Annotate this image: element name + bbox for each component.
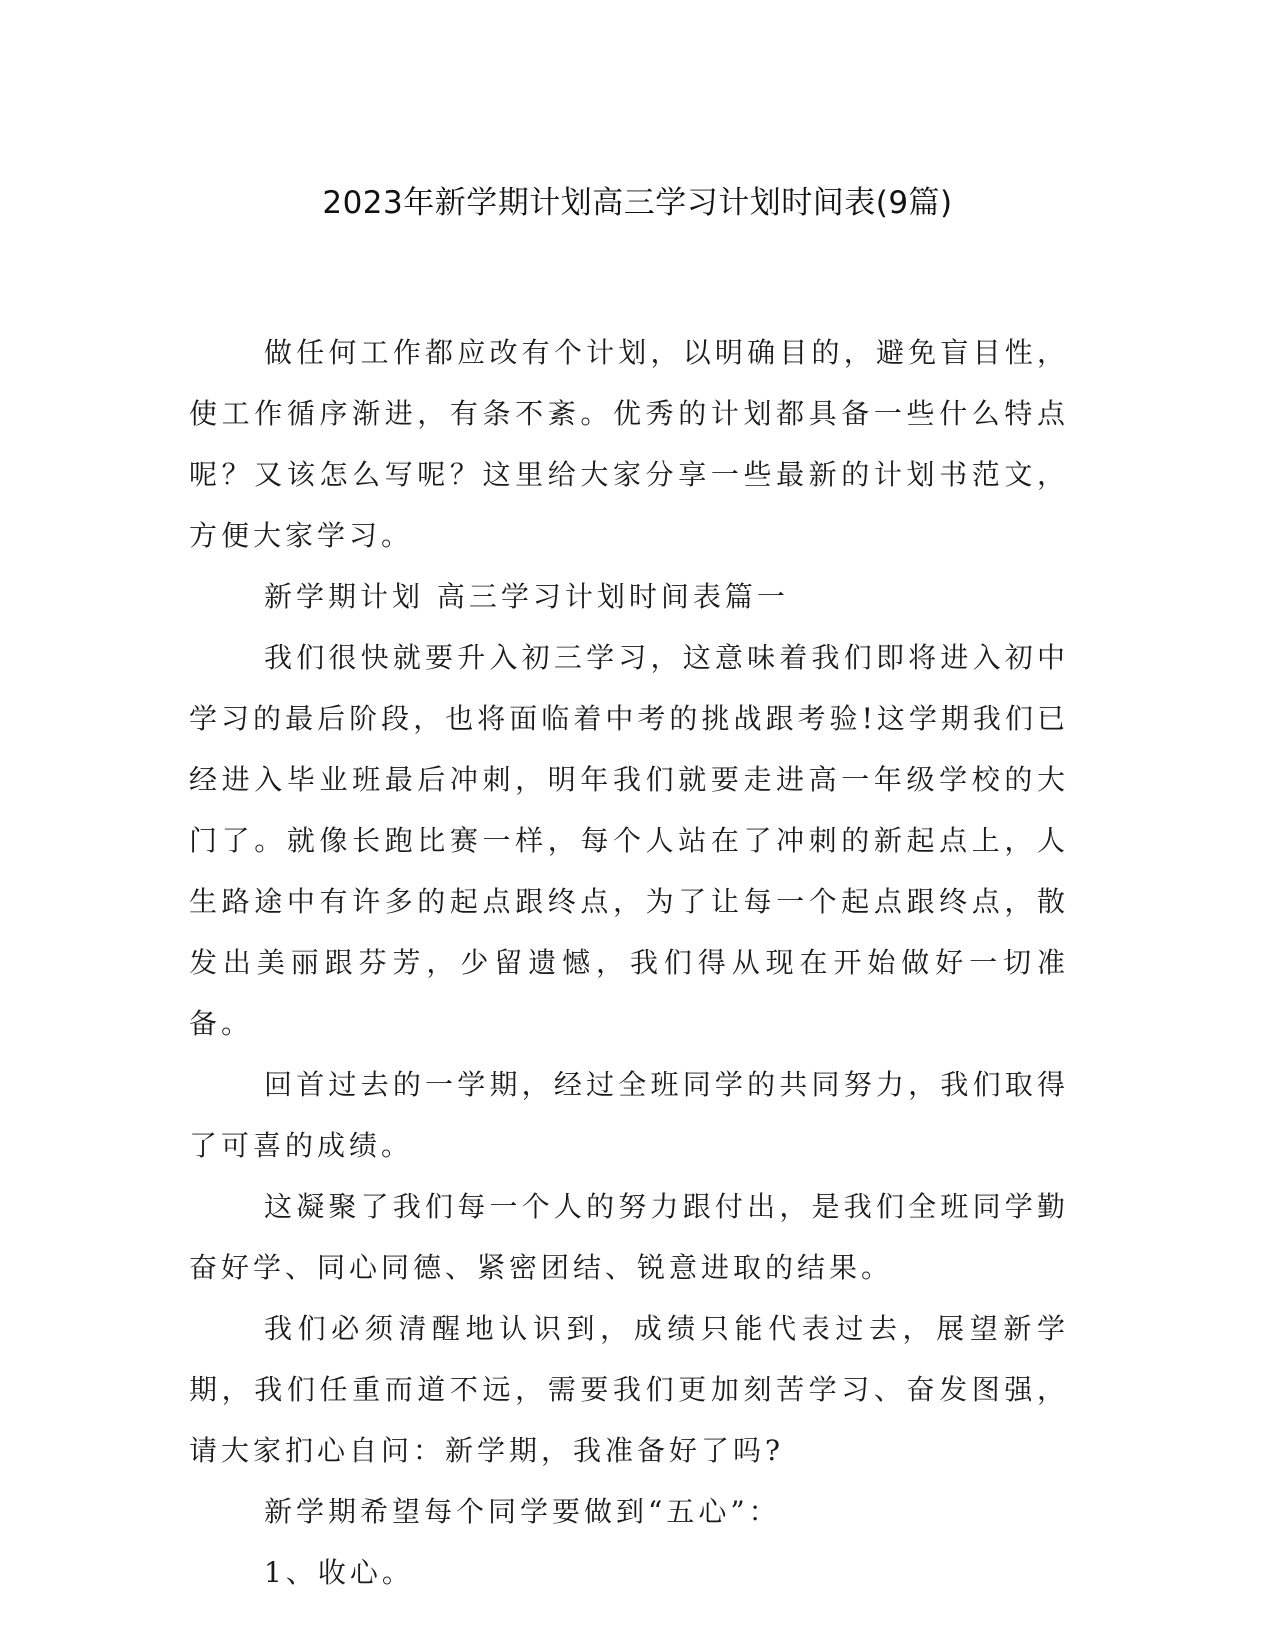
section-heading: 新学期计划 高三学习计划时间表篇一 bbox=[264, 580, 789, 613]
intro-paragraph: 做任何工作都应改有个计划，以明确目的，避免盲目性，使工作循序渐进，有条不紊。优秀的计划都具备一些什么特点呢？又该怎么写呢？这里给大家分享一些最新的计划书范文，方便大家学习。 bbox=[189, 336, 1069, 552]
document-title: 2023年新学期计划高三学习计划时间表(9篇) bbox=[322, 185, 953, 221]
body-paragraph: 新学期希望每个同学要做到“五心”： bbox=[264, 1495, 781, 1528]
list-item: 1、收心。 bbox=[264, 1556, 414, 1589]
body-paragraph: 回首过去的一学期，经过全班同学的共同努力，我们取得了可喜的成绩。 bbox=[189, 1068, 1069, 1162]
document-body bbox=[189, 322, 1069, 1603]
body-paragraph: 我们很快就要升入初三学习，这意味着我们即将进入初中学习的最后阶段，也将面临着中考的挑战跟考验!这学期我们已经进入毕业班最后冲刺，明年我们就要走进高一年级学校的大门了。就像长跑比赛一样，每个人站在了冲刺的新起点上，人生路途中有许多的起点跟终点，为了让每一个起点跟终点，散发出美丽跟芬芳，少留遗憾，我们得从现在开始做好一切准备。 bbox=[189, 641, 1069, 1040]
body-paragraph: 我们必须清醒地认识到，成绩只能代表过去，展望新学期，我们任重而道不远，需要我们更加刻苦学习、奋发图强，请大家扪心自问：新学期，我准备好了吗? bbox=[189, 1312, 1069, 1467]
body-paragraph: 这凝聚了我们每一个人的努力跟付出，是我们全班同学勤奋好学、同心同德、紧密团结、锐意进取的结果。 bbox=[189, 1190, 1069, 1284]
